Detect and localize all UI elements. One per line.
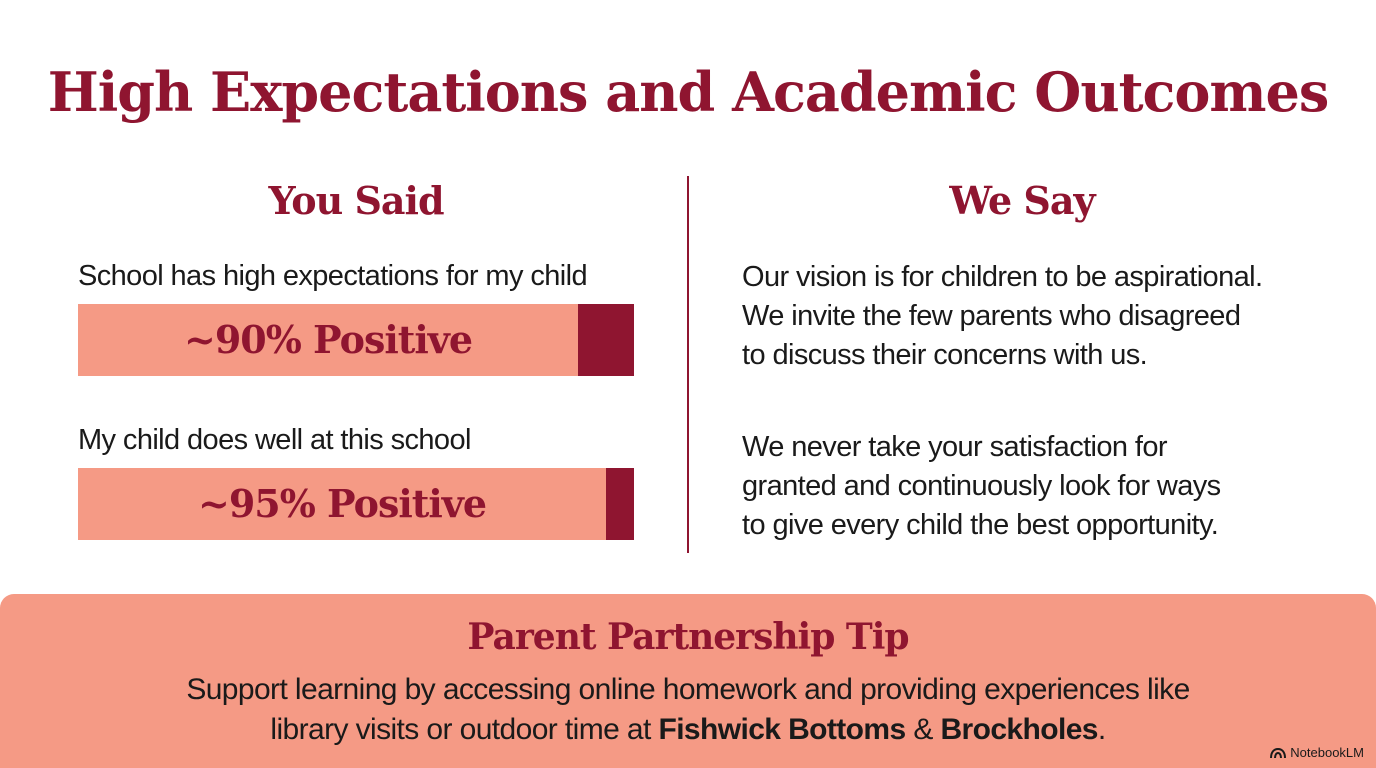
stat-bar-value-text: ~95% Positive xyxy=(197,481,487,526)
you-said-heading: You Said xyxy=(268,178,444,223)
tip-text xyxy=(0,670,1376,750)
brand-name: NotebookLM xyxy=(1290,745,1364,760)
column-divider xyxy=(687,176,689,553)
page-title: High Expectations and Academic Outcomes xyxy=(47,60,1329,124)
stat-bar-expectations xyxy=(78,304,634,376)
response-paragraph-vision xyxy=(742,258,1342,375)
response-paragraph-satisfaction xyxy=(742,428,1342,545)
paragraph-line: to discuss their concerns with us. xyxy=(742,339,1148,371)
we-say-heading: We Say xyxy=(949,178,1095,223)
place-brockholes: Brockholes xyxy=(940,713,1098,746)
notebooklm-watermark xyxy=(1270,745,1364,760)
tip-line-2 xyxy=(0,710,1376,750)
stat-label-does-well: My child does well at this school xyxy=(78,424,471,456)
paragraph-line: We never take your satisfaction for xyxy=(742,431,1167,463)
paragraph-line: We invite the few parents who disagreed xyxy=(742,300,1241,332)
stat-bar-does-well xyxy=(78,468,634,540)
paragraph-line: granted and continuously look for ways xyxy=(742,470,1221,502)
notebooklm-logo-icon xyxy=(1270,747,1286,759)
tip-line-2-prefix: library visits or outdoor time at xyxy=(270,713,659,746)
parent-tip-box xyxy=(0,594,1376,768)
paragraph-line: Our vision is for children to be aspirational. xyxy=(742,261,1263,293)
tip-joiner: & xyxy=(905,713,941,746)
tip-line-1: Support learning by accessing online homework and providing experiences like xyxy=(186,673,1190,706)
paragraph-line: to give every child the best opportunity. xyxy=(742,509,1219,541)
tip-line-2-suffix: . xyxy=(1097,713,1106,746)
tip-title: Parent Partnership Tip xyxy=(467,616,909,658)
stat-label-expectations: School has high expectations for my child xyxy=(78,260,587,292)
stat-bar-value-text: ~90% Positive xyxy=(183,317,473,362)
place-fishwick-bottoms: Fishwick Bottoms xyxy=(658,713,906,746)
